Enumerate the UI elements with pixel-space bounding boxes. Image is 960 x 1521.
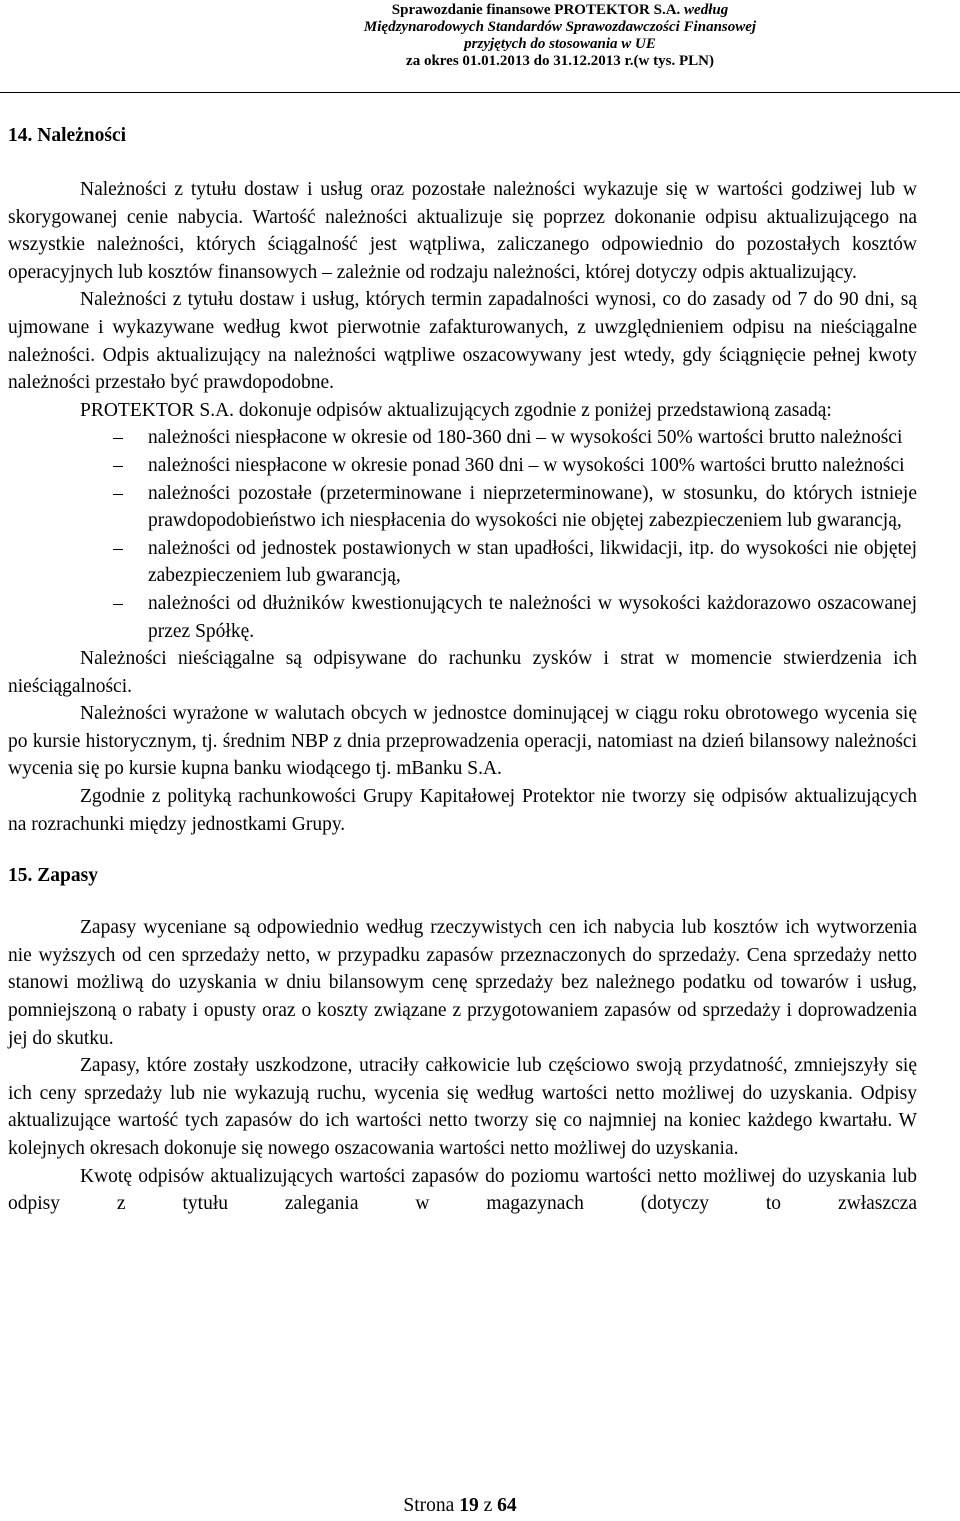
- list-item: [8, 590, 917, 645]
- section-14-paragraph-3: PROTEKTOR S.A. dokonuje odpisów aktualizujących zgodnie z poniżej przedstawioną zasadą:: [80, 399, 832, 421]
- section-15-paragraph-3: Kwotę odpisów aktualizujących wartości zapasów do poziomu wartości netto możliwej do uzyskania lub odpisy z tytułu zalegania w magazynach (dotyczy to zwłaszcza: [8, 1165, 917, 1215]
- section-15-title: 15. Zapasy: [8, 865, 98, 887]
- footer-separator: z: [483, 1495, 493, 1516]
- document-header: [0, 0, 960, 88]
- header-line-1-text: Sprawozdanie finansowe PROTEKTOR S.A.: [391, 2, 681, 18]
- section-14-paragraph-4: Należności nieściągalne są odpisywane do rachunku zysków i strat w momencie stwierdzenia ich nieściągalności.: [8, 648, 917, 697]
- section-14-paragraph-6: Zgodnie z polityką rachunkowości Grupy Kapitałowej Protektor nie tworzy się odpisów aktualizujących na rozrachunki między jednostkami Grupy.: [8, 786, 917, 835]
- header-divider: [0, 92, 960, 93]
- total-page-count: 64: [497, 1495, 517, 1516]
- header-line-1: [200, 2, 920, 19]
- list-item: [8, 424, 917, 452]
- dash-bullet: –: [113, 482, 123, 504]
- section-14-title: 14. Należności: [8, 125, 127, 146]
- header-line-3: przyjętych do stosowania w UE: [464, 36, 656, 52]
- section-15-paragraph-1: Zapasy wyceniane są odpowiednio według rzeczywistych cen ich nabycia lub kosztów ich wytworzenia nie wyższych od cen sprzedaży netto, w przypadku zapasów przeznaczonych do sprzedaży. Cena sprzedaży netto stanowi możliwą do uzyskania w dniu bilansowym cenę sprzedaży bez należnego podatku od towarów i usług, pomniejszoną o rabaty i opusty oraz o koszty związane z przygotowaniem zapasów od sprzedaży i doprowadzenia jej do skutku.: [8, 917, 917, 1049]
- dash-bullet: –: [113, 454, 123, 476]
- list-item: [8, 480, 917, 535]
- section-14-paragraph-1: Należności z tytułu dostaw i usług oraz pozostałe należności wykazuje się w wartości godziwej lub w skorygowanej cenie nabycia. Wartość należności aktualizuje się poprzez dokonanie odpisu aktualizującego na wszystkie należności, których ściągalność jest wątpliwa, zaliczanego odpowiednio do pozostałych kosztów operacyjnych lub kosztów finansowych – zależnie od rodzaju należności, której dotyczy odpis aktualizujący.: [8, 179, 917, 283]
- list-item-text: należności niespłacone w okresie od 180-360 dni – w wysokości 50% wartości brutto należności: [148, 427, 903, 449]
- dash-bullet: –: [113, 537, 123, 559]
- section-14-paragraph-5: Należności wyrażone w walutach obcych w jednostce dominującej w ciągu roku obrotowego wycenia się po kursie historycznym, tj. średnim NBP z dnia przeprowadzenia operacji, natomiast na dzień bilansowy należności wycenia się po kursie kupna banku wiodącego tj. mBanku S.A.: [8, 703, 917, 780]
- page-body: [8, 124, 917, 1218]
- dash-bullet: –: [113, 592, 123, 614]
- current-page-number: 19: [459, 1495, 479, 1516]
- list-item-text: należności pozostałe (przeterminowane i nieprzeterminowane), w stosunku, do których istnieje prawdopodobieństwo ich niespłacenia do wysokości nie objętej zabezpieczeniem lub gwarancją,: [148, 482, 917, 532]
- header-line-4: za okres 01.01.2013 do 31.12.2013 r.(w tys. PLN): [406, 53, 714, 69]
- list-item-text: należności od jednostek postawionych w stan upadłości, likwidacji, itp. do wysokości nie objętej zabezpieczeniem lub gwarancją,: [148, 537, 917, 587]
- list-item: [8, 452, 917, 480]
- page-number-footer: [0, 1494, 920, 1518]
- writeoff-rules-list: [8, 424, 917, 645]
- footer-prefix: Strona: [403, 1495, 455, 1516]
- list-item-text: należności od dłużników kwestionujących te należności w wysokości każdorazowo oszacowanej przez Spółkę.: [148, 592, 917, 642]
- header-line-1-italic: według: [684, 2, 729, 18]
- section-14-paragraph-2: Należności z tytułu dostaw i usług, których termin zapadalności wynosi, co do zasady od 7 do 90 dni, są ujmowane i wykazywane według kwot pierwotnie zafakturowanych, z uwzględnieniem odpisu na nieściągalne należności. Odpis aktualizujący na należności wątpliwe oszacowywany jest wtedy, gdy ściągnięcie pełnej kwoty należności przestało być prawdopodobne.: [8, 289, 917, 394]
- list-item-text: należności niespłacone w okresie ponad 360 dni – w wysokości 100% wartości brutto należności: [148, 454, 905, 476]
- dash-bullet: –: [113, 427, 123, 449]
- list-item: [8, 535, 917, 590]
- header-line-2: Międzynarodowych Standardów Sprawozdawczości Finansowej: [363, 19, 757, 35]
- section-15-paragraph-2: Zapasy, które zostały uszkodzone, utraciły całkowicie lub częściowo swoją przydatność, zmniejszyły się ich ceny sprzedaży lub nie wykazują ruchu, wycenia się według wartości netto możliwej do uzyskania. Odpisy aktualizujące wartość tych zapasów do ich wartości netto tworzy się co najmniej na koniec każdego kwartału. W kolejnych okresach dokonuje się nowego oszacowania wartości netto możliwej do uzyskania.: [8, 1055, 917, 1159]
